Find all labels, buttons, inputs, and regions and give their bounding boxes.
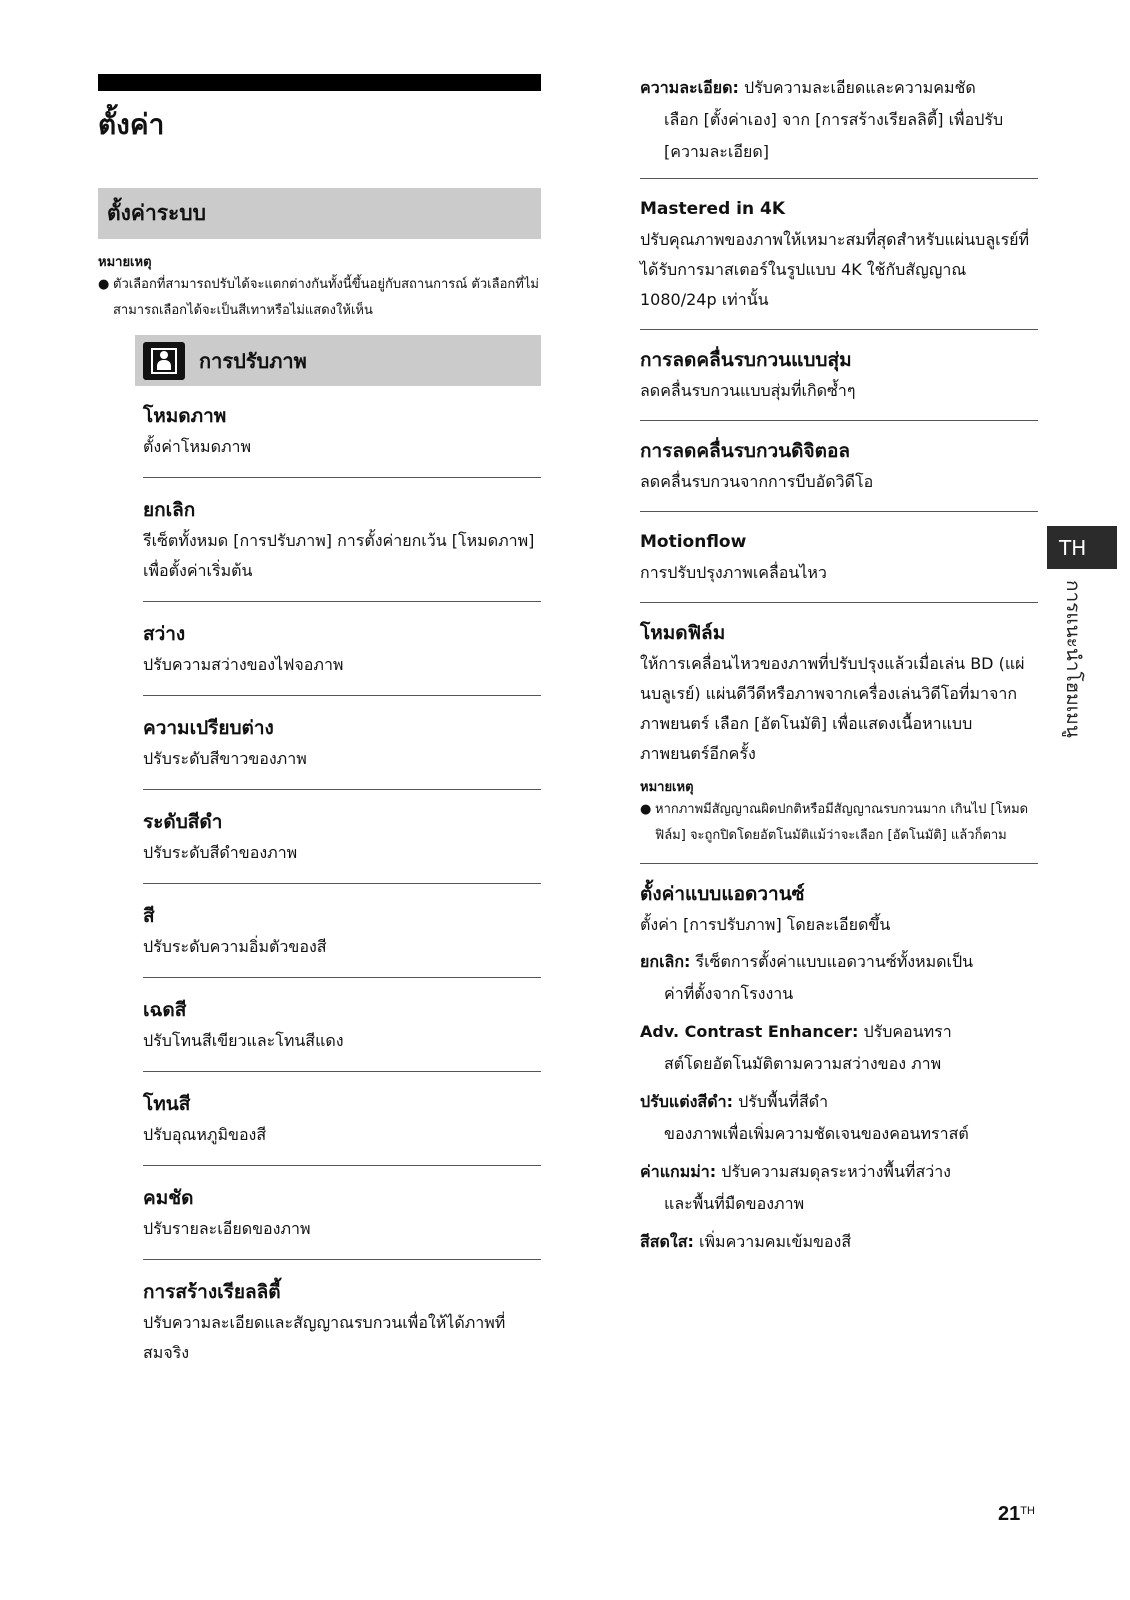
item-title: โหมดฟิล์ม xyxy=(640,622,726,644)
definition-item xyxy=(640,946,1038,1010)
item-desc: ปรับระดับสีดำของภาพ xyxy=(143,843,298,862)
definition-term: ปรับแต่งสีดำ: xyxy=(640,1092,733,1111)
list-item xyxy=(640,420,1038,511)
section-title: ตั้งค่าระบบ xyxy=(107,201,206,225)
right-column xyxy=(640,72,1038,1272)
left-column xyxy=(98,74,541,1383)
item-title: การลดคลื่นรบกวนดิจิตอล xyxy=(640,440,850,462)
item-desc: ปรับความละเอียดและสัญญาณรบกวนเพื่อให้ได้ภาพที่สมจริง xyxy=(143,1313,506,1362)
definition-term: ยกเลิก: xyxy=(640,952,691,971)
list-item xyxy=(640,178,1038,329)
note-text: หากภาพมีสัญญาณผิดปกติหรือมีสัญญาณรบกวนมาก เกินไป [โหมดฟิล์ม] จะถูกปิดโดยอัตโนมัติแม้ว่าจะเลือก [อัตโนมัติ] แล้วก็ตาม xyxy=(655,802,1029,843)
item-desc: ปรับอุณหภูมิของสี xyxy=(143,1125,267,1144)
list-item xyxy=(640,511,1038,602)
definition-cont: สต์โดยอัตโนมัติตามความสว่างของ ภาพ xyxy=(664,1054,942,1073)
language-tab xyxy=(1047,526,1117,569)
item-title: ตั้งค่าแบบแอดวานซ์ xyxy=(640,883,805,905)
definition-cont: และพื้นที่มืดของภาพ xyxy=(664,1194,805,1213)
note-label: หมายเหตุ xyxy=(98,255,152,270)
advanced-settings-block xyxy=(640,863,1038,1272)
item-desc: ตั้งค่า [การปรับภาพ] โดยละเอียดขึ้น xyxy=(640,915,891,934)
item-title: Motionflow xyxy=(640,532,747,552)
definition-text: เพิ่มความคมเข้มของสี xyxy=(699,1232,852,1251)
bullet-icon: ● xyxy=(98,277,110,292)
item-desc: ปรับรายละเอียดของภาพ xyxy=(143,1219,311,1238)
note-item xyxy=(640,797,1038,849)
list-item xyxy=(143,1072,541,1166)
item-title: คมชัด xyxy=(143,1187,194,1209)
list-item xyxy=(143,1166,541,1260)
item-title: ความเปรียบต่าง xyxy=(143,717,274,739)
item-desc: ลดคลื่นรบกวนจากการบีบอัดวิดีโอ xyxy=(640,472,874,491)
item-title: สว่าง xyxy=(143,623,186,645)
page-number-value: 21 xyxy=(998,1503,1021,1525)
resolution-cont: เลือก [ตั้งค่าเอง] จาก [การสร้างเรียลลิตี้] เพื่อปรับ [ความละเอียด] xyxy=(664,110,1004,161)
definition-text: ปรับความสมดุลระหว่างพื้นที่สว่าง xyxy=(721,1162,951,1181)
item-title: ระดับสีดำ xyxy=(143,811,223,833)
language-tab-label: TH xyxy=(1059,535,1087,560)
list-item xyxy=(143,602,541,696)
item-desc: ปรับโทนสีเขียวและโทนสีแดง xyxy=(143,1031,344,1050)
list-item xyxy=(143,1260,541,1383)
definition-term: ค่าแกมม่า: xyxy=(640,1162,717,1181)
note-label: หมายเหตุ xyxy=(640,780,694,795)
item-desc: การปรับปรุงภาพเคลื่อนไหว xyxy=(640,563,827,582)
sub-section-header xyxy=(135,335,541,386)
list-item xyxy=(143,386,541,478)
definition-term: สีสดใส: xyxy=(640,1232,694,1251)
bullet-icon: ● xyxy=(640,802,652,817)
list-item xyxy=(143,478,541,602)
list-item xyxy=(143,884,541,978)
section-header xyxy=(98,188,541,239)
note-item xyxy=(98,272,541,324)
item-title: ยกเลิก xyxy=(143,499,196,521)
note-text: ตัวเลือกที่สามารถปรับได้จะแตกต่างกันทั้งนี้ขึ้นอยู่กับสถานการณ์ ตัวเลือกที่ไม่สามารถเลือกได้จะเป็นสีเทาหรือไม่แสดงให้เห็น xyxy=(113,277,539,318)
picture-settings-list xyxy=(143,386,541,1383)
item-desc: ให้การเคลื่อนไหวของภาพที่ปรับปรุงแล้วเมื่อเล่น BD (แผ่นบลูเรย์) แผ่นดีวีดีหรือภาพจากเครื่องเล่นวิดีโอที่มาจากภาพยนตร์ เลือก [อัตโนมัติ] เพื่อแสดงเนื้อหาแบบภาพยนตร์อีกครั้ง xyxy=(640,654,1025,763)
item-title: โทนสี xyxy=(143,1093,191,1115)
list-item xyxy=(640,602,1038,863)
definition-text: รีเซ็ตการตั้งค่าแบบแอดวานซ์ทั้งหมดเป็น xyxy=(695,952,974,971)
page-title: ตั้งค่า xyxy=(98,108,165,141)
resolution-term: ความละเอียด: xyxy=(640,78,739,97)
item-desc: ปรับระดับสีขาวของภาพ xyxy=(143,749,307,768)
item-desc: ลดคลื่นรบกวนแบบสุ่มที่เกิดซ้ำๆ xyxy=(640,381,856,400)
list-item xyxy=(143,978,541,1072)
page-number xyxy=(998,1503,1035,1526)
definition-text: ปรับคอนทรา xyxy=(863,1022,952,1041)
item-title: การลดคลื่นรบกวนแบบสุ่ม xyxy=(640,349,852,371)
chapter-side-label: การแนะนำโฮมเมนู xyxy=(1062,580,1084,738)
list-item xyxy=(143,790,541,884)
definition-item xyxy=(640,1086,1038,1150)
page-number-suffix: TH xyxy=(1020,1505,1035,1517)
definition-cont: ค่าที่ตั้งจากโรงงาน xyxy=(664,984,794,1003)
definition-item xyxy=(640,1226,1038,1258)
item-title: เฉดสี xyxy=(143,999,187,1021)
definition-term: Adv. Contrast Enhancer: xyxy=(640,1022,859,1041)
list-item xyxy=(640,329,1038,420)
definition-item xyxy=(640,1016,1038,1080)
item-desc: ปรับคุณภาพของภาพให้เหมาะสมที่สุดสำหรับแผ่นบลูเรย์ที่ได้รับการมาสเตอร์ในรูปแบบ 4K ใช้กับสัญญาณ 1080/24p เท่านั้น xyxy=(640,230,1030,309)
item-desc: ปรับระดับความอิ่มตัวของสี xyxy=(143,937,327,956)
item-desc: รีเซ็ตทั้งหมด [การปรับภาพ] การตั้งค่ายกเว้น [โหมดภาพ] เพื่อตั้งค่าเริ่มต้น xyxy=(143,531,535,580)
picture-adjust-icon xyxy=(143,342,185,380)
title-rule xyxy=(98,74,541,91)
item-title: การสร้างเรียลลิตี้ xyxy=(143,1281,281,1303)
item-desc: ตั้งค่าโหมดภาพ xyxy=(143,437,252,456)
resolution-text: ปรับความละเอียดและความคมชัด xyxy=(743,78,976,97)
item-title: สี xyxy=(143,905,155,927)
item-title: Mastered in 4K xyxy=(640,199,786,219)
sub-section-title: การปรับภาพ xyxy=(199,348,307,373)
definition-text: ปรับพื้นที่สีดำ xyxy=(738,1092,829,1111)
item-title: โหมดภาพ xyxy=(143,405,227,427)
resolution-definition xyxy=(640,72,1038,178)
definition-item xyxy=(640,1156,1038,1220)
definition-cont: ของภาพเพื่อเพิ่มความชัดเจนของคอนทราสต์ xyxy=(664,1124,969,1143)
item-desc: ปรับความสว่างของไฟจอภาพ xyxy=(143,655,344,674)
list-item xyxy=(143,696,541,790)
